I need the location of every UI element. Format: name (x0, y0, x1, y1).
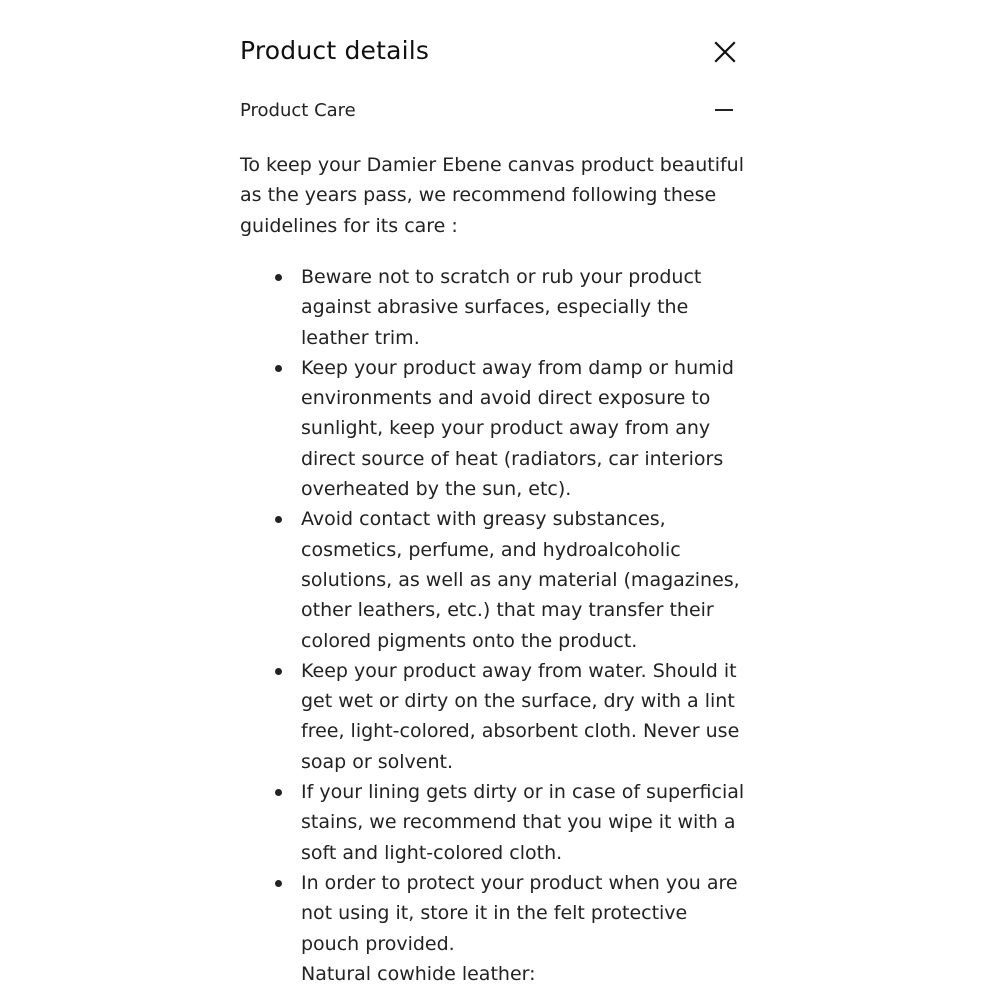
bullet-icon (275, 365, 282, 372)
bullet-icon (275, 516, 282, 523)
page-title: Product details (240, 36, 430, 65)
list-item-text: Avoid contact with greasy substances, cosmetics, perfume, and hydroalcoholic solutions, as well as any material (magazines, other leathers, etc.) that may transfer their colored pigments onto the product. (301, 508, 740, 652)
bullet-icon (275, 274, 282, 281)
list-item (240, 777, 750, 868)
list-item-text: In order to protect your product when you are not using it, store it in the felt protective pouch provided. (301, 871, 738, 955)
bullet-icon (275, 880, 282, 887)
list-item (240, 262, 750, 353)
close-icon (711, 38, 739, 66)
list-item (240, 504, 750, 655)
product-details-panel (240, 0, 745, 985)
list-item-text: Beware not to scratch or rub your product against abrasive surfaces, especially the leather trim. (301, 266, 702, 349)
leather-care-subheading: Natural cowhide leather: (301, 962, 536, 985)
list-item (240, 868, 750, 959)
section-title: Product Care (240, 100, 356, 121)
list-item (240, 353, 750, 504)
minus-icon (715, 109, 733, 111)
list-item-text: Keep your product away from water. Should it get wet or dirty on the surface, dry with a lint free, light-colored, absorbent cloth. Never use soap or solvent. (301, 659, 740, 773)
bullet-icon (275, 789, 282, 796)
accordion-product-care[interactable] (240, 96, 740, 126)
bullet-icon (275, 668, 282, 675)
list-item-text: Keep your product away from damp or humid environments and avoid direct exposure to sunlight, keep your product away from any direct source of heat (radiators, car interiors overheated by the sun, etc). (301, 356, 734, 501)
care-intro-text: To keep your Damier Ebene canvas product beautiful as the years pass, we recommend following these guidelines for its care : (240, 154, 744, 237)
care-guidelines-list (240, 262, 750, 989)
list-item-text: If your lining gets dirty or in case of superficial stains, we recommend that you wipe it with a soft and light-colored cloth. (301, 781, 745, 864)
list-item (240, 656, 750, 777)
close-button[interactable] (711, 38, 739, 66)
panel-header (240, 30, 740, 76)
